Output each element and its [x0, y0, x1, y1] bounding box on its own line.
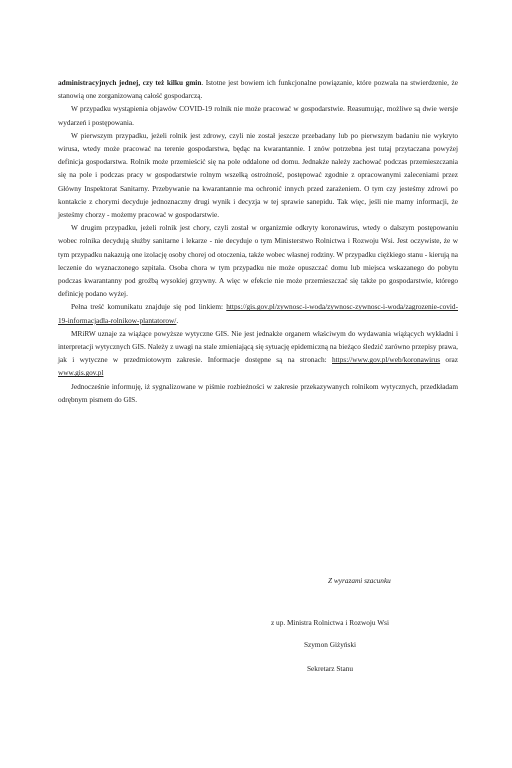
paragraph-5-mid: oraz: [440, 355, 458, 365]
gis-communique-link[interactable]: https://gis.gov.pl/zywnosc-i-woda/zywnosc-zywnosc-i-woda/zagrozenie-covid-19-informacjadla-rolnikow-plantatorow/: [58, 302, 458, 325]
paragraph-0: [58, 76, 458, 102]
paragraph-4: [58, 300, 458, 326]
paragraph-0-text: . Istotne jest bowiem ich funkcjonalne powiązanie, które pozwala na stwierdzenie, że stanowią one zorganizowaną całość gospodarczą.: [58, 78, 458, 101]
paragraph-1: W przypadku wystąpienia objawów COVID-19 rolnik nie może pracować w gospodarstwie. Reasumując, możliwe są dwie wersje wydarzeń i postępowania.: [58, 104, 458, 127]
gis-link[interactable]: www.gis.gov.pl: [58, 368, 104, 378]
paragraph-5: [58, 327, 458, 380]
paragraph-4-end: .: [176, 315, 179, 325]
signature-title: Sekretarz Stanu: [307, 664, 353, 673]
letter-body: [58, 76, 458, 406]
paragraph-3: W drugim przypadku, jeżeli rolnik jest chory, czyli został w organizmie odkryty koronawirus, wtedy o dalszym postępowaniu wobec rolnika decydują służby sanitarne i lekarze - nie decyduje o tym Ministerstwo Rolnictwa i Rozwoju Wsi. Jest oczywiste, że w tym przypadku nakazują one izolację osoby chorej od otoczenia, także wobec własnej rodziny. W przypadku ciężkiego stanu - kierują na leczenie do wyznaczonego szpitala. Osoba chora w tym przypadku nie może opuszczać domu lub miejsca wskazanego do pobytu podczas kwarantanny pod groźbą wysokiej grzywny. A więc w efekcie nie może przemieszczać się także po gospodarstwie, którego definicję podano wyżej.: [58, 223, 458, 299]
paragraph-6: Jednocześnie informuję, iż sygnalizowane w piśmie rozbieżności w zakresie przekazywanych rolnikom wytycznych, przedkładam odrębnym pismem do GIS.: [58, 381, 458, 404]
paragraph-4-text: Pełna treść komunikatu znajduje się pod linkiem:: [71, 302, 227, 312]
signature-name: Szymon Giżyński: [303, 640, 357, 649]
signature-authority: z up. Ministra Rolnictwa i Rozwoju Wsi: [270, 618, 390, 627]
koronawirus-link[interactable]: https://www.gov.pl/web/koronawirus: [332, 355, 441, 365]
bold-phrase: administracyjnych jednej, czy też kilku gmin: [58, 78, 202, 87]
paragraph-5-text: MRiRW uznaje za wiążące powyższe wytyczne GIS. Nie jest jednakże organem właściwym do wydawania wiążących wykładni i interpretacji wytycznych GIS. Należy z uwagi na stale zmieniającą się sytuację epidemiczną na bieżąco śledzić zarówno przepisy prawa, jak i wytyczne w przedmiotowym zakresie. Informacje dostępne są na stronach:: [58, 328, 458, 365]
closing-phrase: Z wyrazami szacunku: [328, 576, 391, 585]
paragraph-2: W pierwszym przypadku, jeżeli rolnik jest zdrowy, czyli nie został jeszcze przebadany lub po pierwszym badaniu nie wykryto wirusa, wtedy może pracować na terenie gospodarstwa, będąc na kwarantannie. I znów potrzebna jest tutaj przytaczana powyżej definicja gospodarstwa. Rolnik może przemieścić się na pole oddalone od domu. Jednakże należy zachować podczas przemieszczania się na pole i podczas pracy w gospodarstwie rolnym wszelką ostrożność, postępować zgodnie z opracowanymi zaleceniami przez Główny Inspektorat Sanitarny. Przebywanie na kwarantannie ma ochronić innych przed zarażeniem. O tym czy jesteśmy zdrowi po kontakcie z chorymi decyduje jednoznaczny drugi wynik i decyzja w tej sprawie sanepidu. Tak więc, jeśli nie mamy informacji, że jesteśmy chorzy - możemy pracować w gospodarstwie.: [58, 130, 458, 220]
